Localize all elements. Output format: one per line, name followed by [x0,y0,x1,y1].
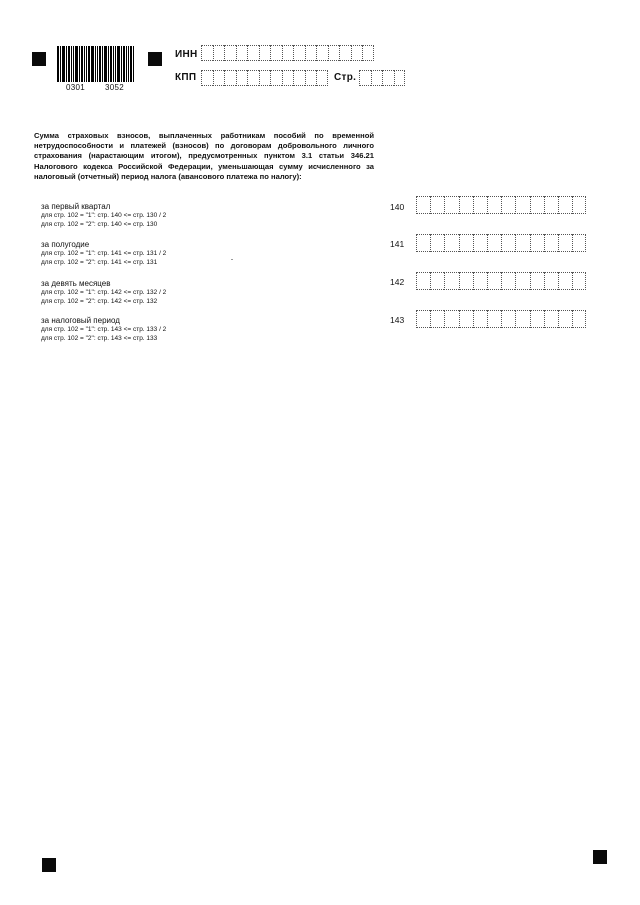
inn-field[interactable] [201,45,374,61]
corner-marker-top-left [32,52,46,66]
barcode-number-left: 0301 [66,83,85,92]
row-title: за девять месяцев [41,279,111,288]
row-formula: для стр. 102 = "2": стр. 141 <= стр. 131 [41,258,158,266]
corner-marker-bottom-left [42,858,56,872]
value-field-143[interactable] [416,310,586,328]
scan-speck [231,259,233,260]
kpp-label: КПП [175,72,197,83]
row-143-label [41,316,166,343]
inn-label: ИНН [175,49,198,60]
row-title: за первый квартал [41,202,111,211]
row-formula: для стр. 102 = "1": стр. 142 <= стр. 132 / 2 [41,289,167,296]
row-formula: для стр. 102 = "1": стр. 143 <= стр. 133 / 2 [41,326,167,333]
row-formula: для стр. 102 = "2": стр. 140 <= стр. 130 [41,220,158,228]
row-formula: для стр. 102 = "2": стр. 142 <= стр. 132 [41,297,158,305]
row-formula: для стр. 102 = "1": стр. 140 <= стр. 130 / 2 [41,212,167,219]
line-code-141: 141 [390,239,405,249]
line-code-143: 143 [390,315,405,325]
barcode [57,46,134,84]
page-number-field[interactable] [359,70,405,86]
page-number-label: Стр. [334,72,357,83]
corner-marker-bottom-right [593,850,607,864]
value-field-140[interactable] [416,196,586,214]
value-field-141[interactable] [416,234,586,252]
row-formula: для стр. 102 = "2": стр. 143 <= стр. 133 [41,334,158,342]
row-title: за налоговый период [41,316,120,325]
corner-marker-top-right [148,52,162,66]
kpp-field[interactable] [201,70,328,86]
barcode-number-right: 3052 [105,83,124,92]
row-140-label [41,202,166,229]
row-141-label [41,240,166,267]
value-field-142[interactable] [416,272,586,290]
row-142-label [41,279,166,306]
line-code-140: 140 [390,202,405,212]
line-code-142: 142 [390,277,405,287]
row-title: за полугодие [41,240,90,249]
section-description: Сумма страховых взносов, выплаченных работникам пособий по временной нетрудоспособности и платежей (взносов) по договорам добровольного личного страхования (нарастающим итогом), предусмотренных пунктом 3.1 статьи 346.21 Налогового кодекса Российской Федерации, уменьшающая сумму исчисленного за налоговый (отчетный) период налога (авансового платежа по налогу): [34,131,374,181]
row-formula: для стр. 102 = "1": стр. 141 <= стр. 131 / 2 [41,250,167,257]
